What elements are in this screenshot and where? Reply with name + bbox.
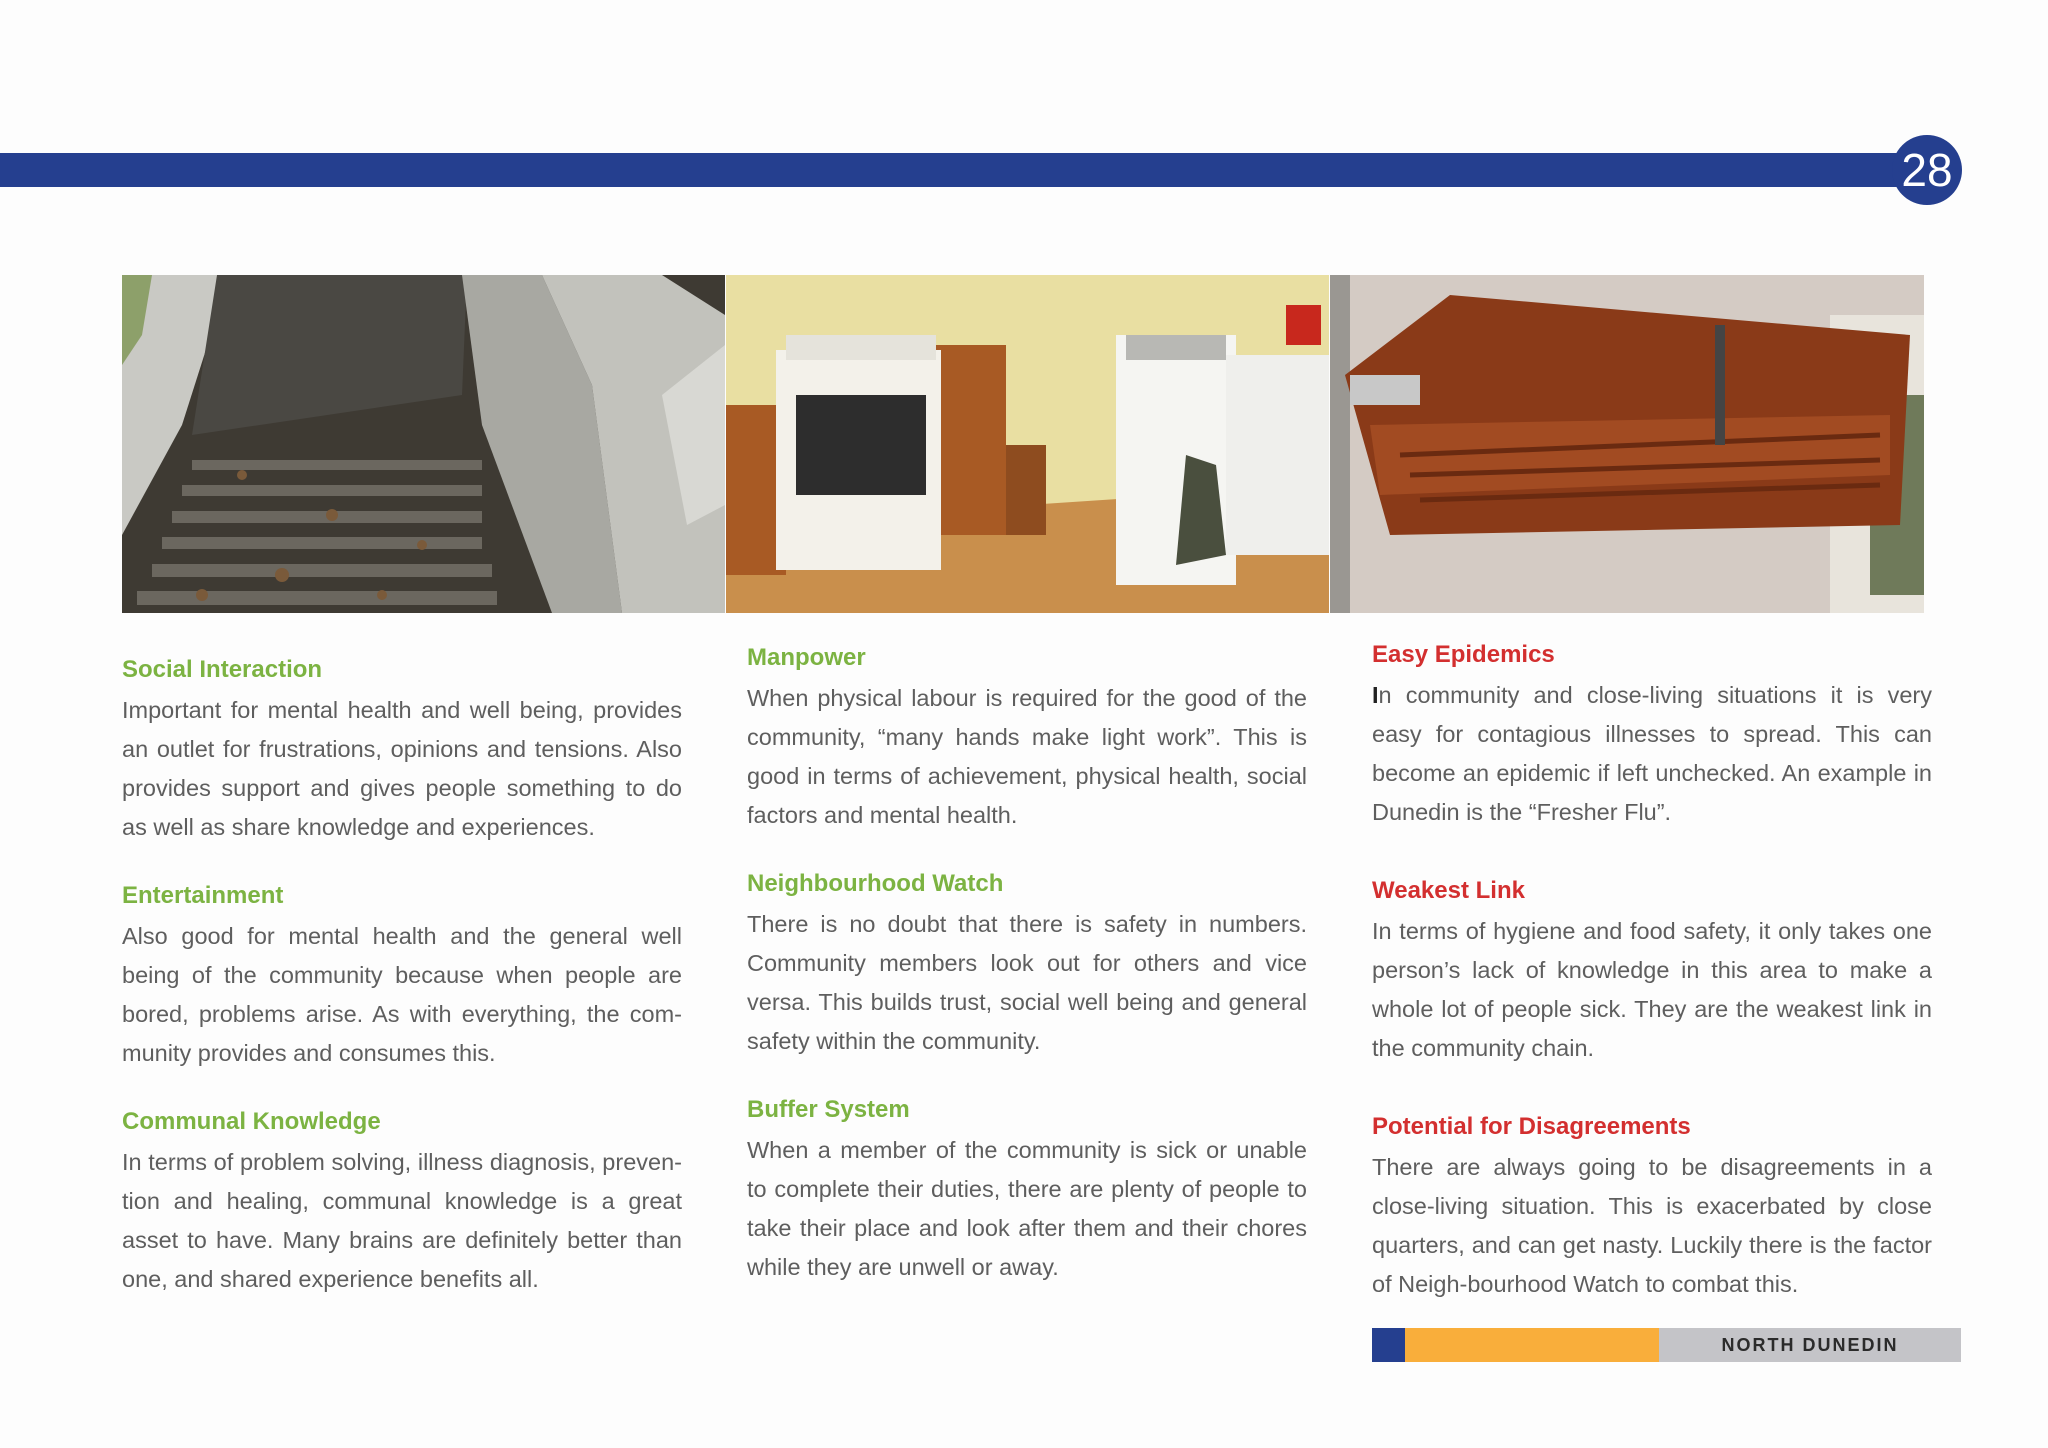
footer-bar-blue (1372, 1328, 1405, 1362)
section-heading: Easy Epidemics (1372, 641, 1555, 668)
section-entertainment (122, 881, 682, 1073)
loft-bed-image (1330, 275, 1924, 613)
section-heading: Buffer System (747, 1096, 910, 1123)
section-body-text: n community and close-living situations it is very easy for contagious illnesses to spread. This can become an epidemic if left unchecked. An example in Dunedin is the “Fresher Flu”. (1372, 682, 1932, 825)
section-body: There is no doubt that there is safety in numbers. Community members look out for others and vice versa. This builds trust, social well being and general safety within the community. (747, 911, 1307, 1054)
stairway-image (122, 275, 725, 613)
section-social-interaction (122, 655, 682, 847)
section-body: When a member of the community is sick or unable to complete their duties, there are plenty of people to take their place and look after them and their chores while they are unwell or away. (747, 1137, 1307, 1280)
section-heading: Neighbourhood Watch (747, 870, 1004, 897)
section-weakest-link (1372, 876, 1932, 1068)
section-communal-knowledge (122, 1107, 682, 1299)
section-body (1372, 676, 1932, 832)
section-body: In terms of problem solving, illness diagnosis, preven-tion and healing, communal knowledge is a great asset to have. Many brains are definitely better than one, and shared experience benefits all. (122, 1149, 682, 1292)
section-heading: Communal Knowledge (122, 1108, 381, 1135)
section-heading: Social Interaction (122, 656, 323, 683)
section-heading: Manpower (747, 644, 866, 671)
section-neighbourhood-watch (747, 869, 1307, 1061)
section-heading: Weakest Link (1372, 877, 1525, 904)
photo-kitchen (726, 275, 1329, 613)
drop-letter: I (1372, 682, 1379, 708)
page-number: 28 (1892, 135, 1962, 205)
section-body: In terms of hygiene and food safety, it only takes one person’s lack of knowledge in this area to make a whole lot of people sick. They are the weakest link in the community chain. (1372, 918, 1932, 1061)
footer-label: NORTH DUNEDIN (1721, 1335, 1899, 1355)
section-body: When physical labour is required for the good of the community, “many hands make light work”. This is good in terms of achievement, physical health, social factors and mental health. (747, 685, 1307, 828)
section-buffer-system (747, 1095, 1307, 1287)
section-body: Also good for mental health and the general well being of the community because when people are bored, problems arise. As with everything, the com-munity provides and consumes this. (122, 923, 682, 1066)
photo-stairway (122, 275, 725, 613)
section-easy-epidemics (1372, 640, 1932, 832)
section-body: There are always going to be disagreements in a close-living situation. This is exacerbated by close quarters, and can get nasty. Luckily there is the factor of Neigh-bourhood Watch to combat this. (1372, 1154, 1932, 1297)
footer-bar-orange (1405, 1328, 1659, 1362)
section-manpower (747, 643, 1307, 835)
photo-loft-bed (1330, 275, 1924, 613)
section-potential-disagreements (1372, 1112, 1932, 1304)
section-heading: Potential for Disagreements (1372, 1113, 1691, 1140)
header-bar (0, 153, 1928, 187)
section-heading: Entertainment (122, 882, 284, 909)
kitchen-image (726, 275, 1329, 613)
section-body: Important for mental health and well being, provides an outlet for frustrations, opinions and tensions. Also provides support and gives people something to do as well as share knowledge and experiences. (122, 697, 682, 840)
